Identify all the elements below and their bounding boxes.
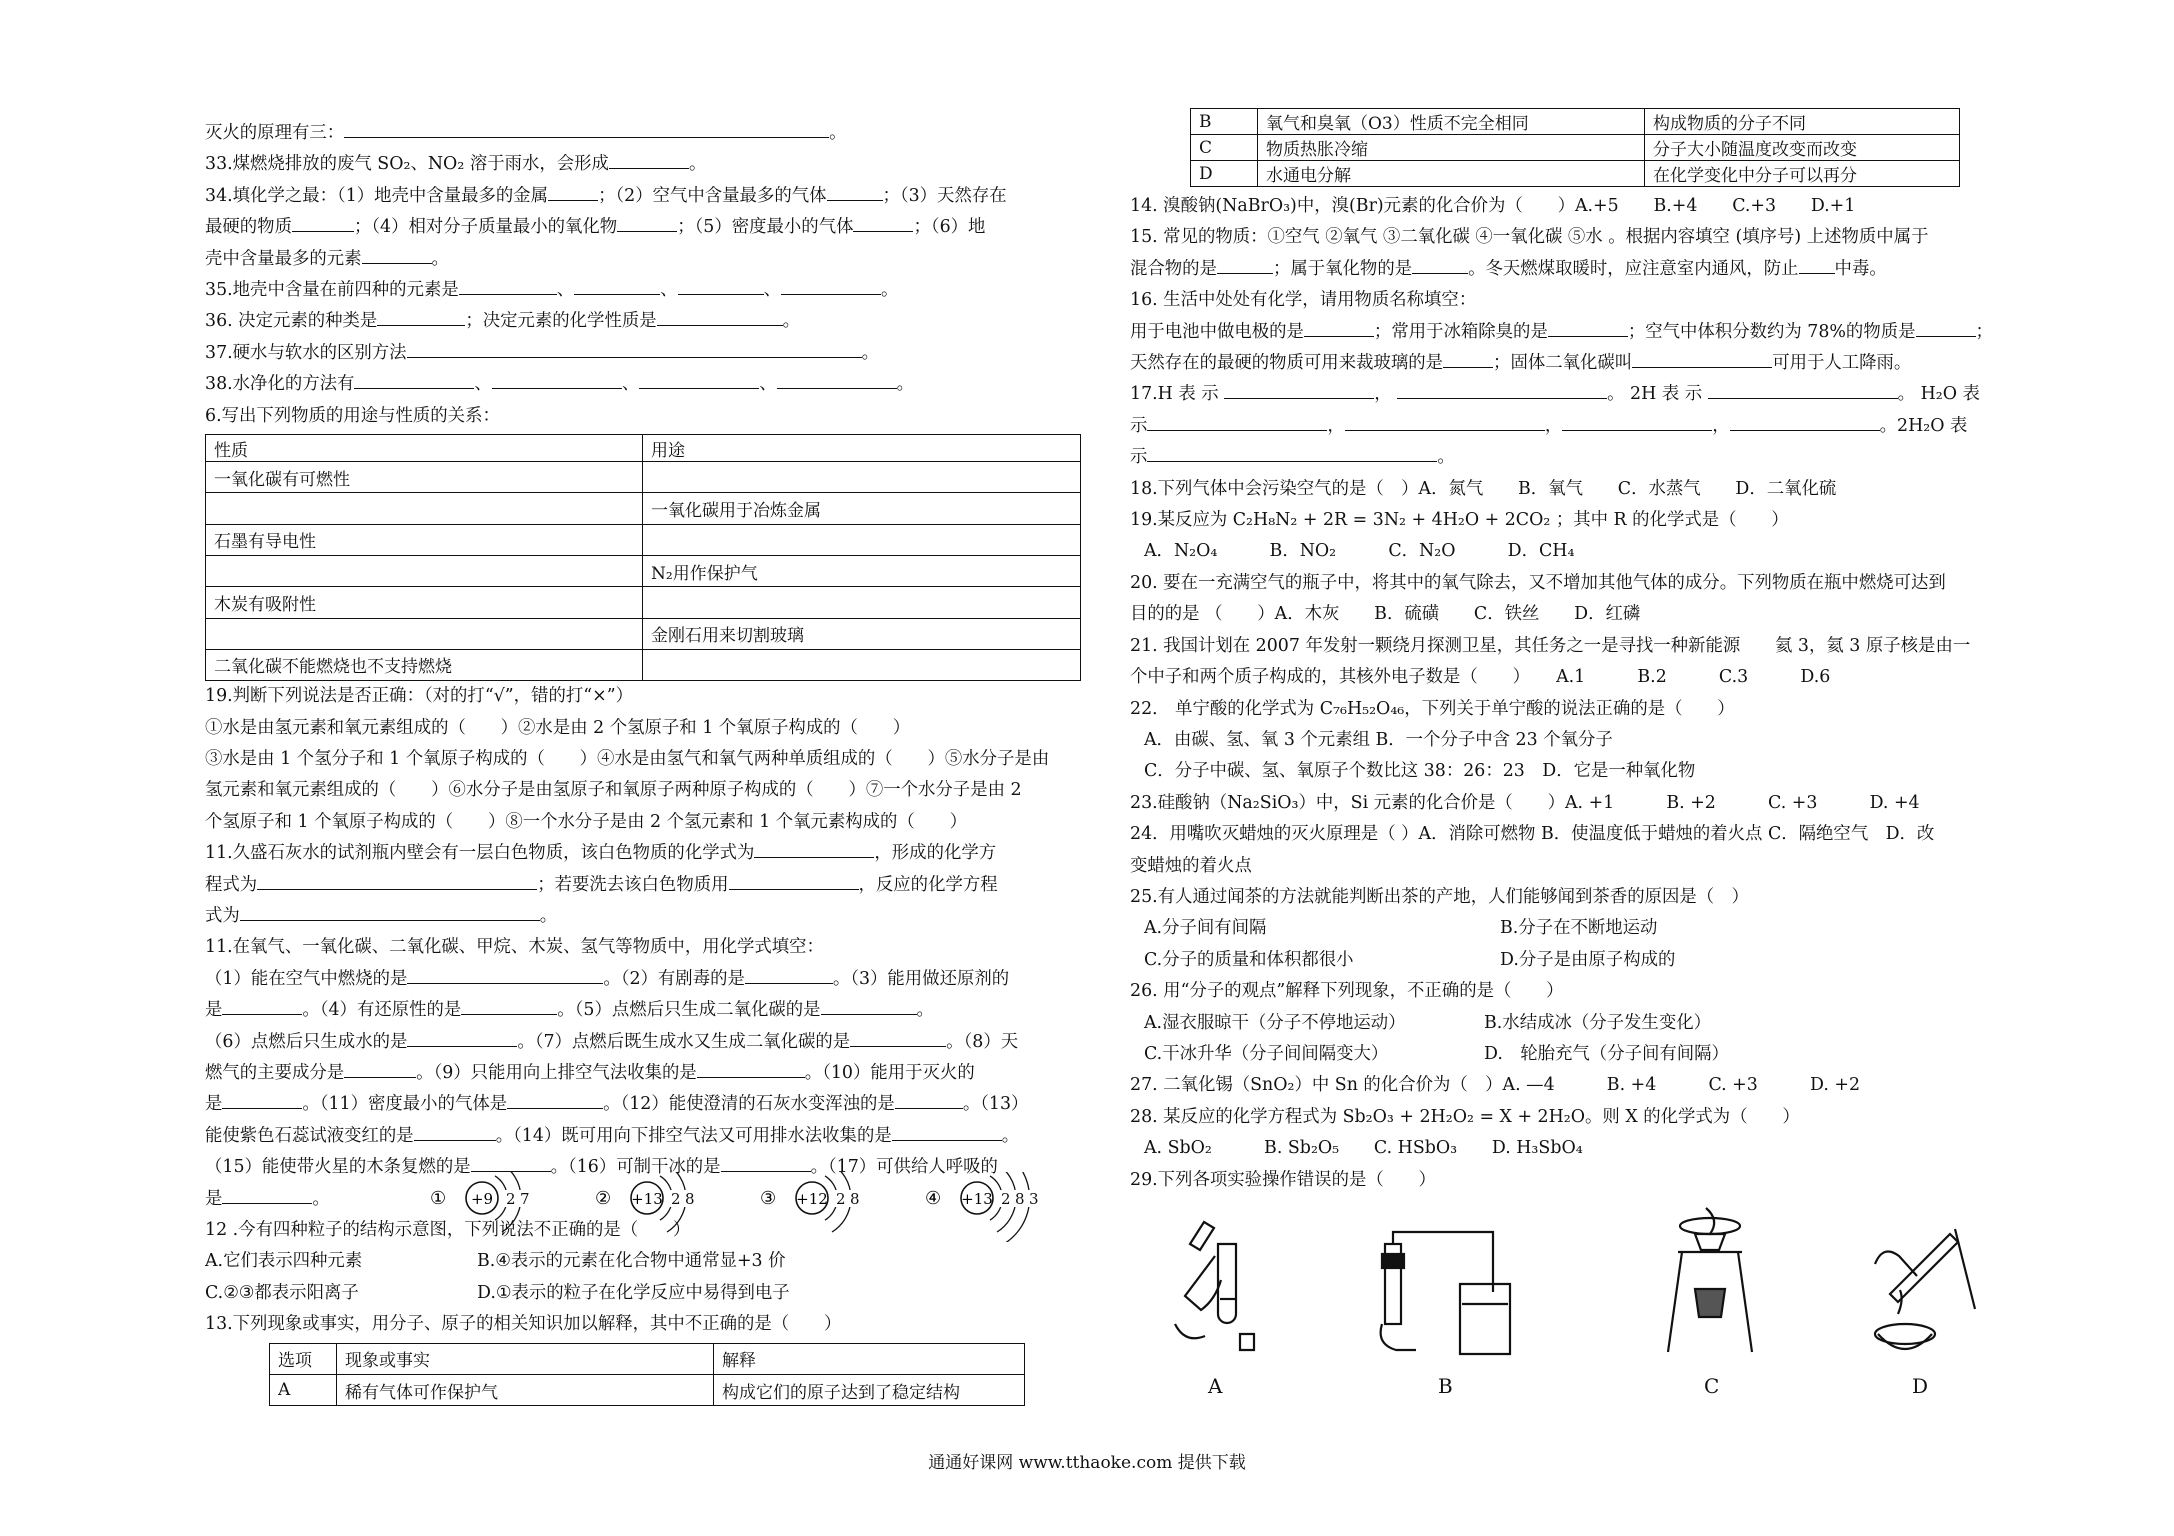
question-text: 。（5）点燃后只生成二氧化碳的是 — [557, 1000, 821, 1021]
question-text: 34.填化学之最：（1）地壳中含量最多的金属 — [205, 185, 549, 206]
question-11b-title: 11.在氧气、一氧化碳、二氧化碳、甲烷、木炭、氢气等物质中，用化学式填空： — [205, 937, 824, 958]
question-12-options — [205, 1278, 1085, 1309]
answer-blank[interactable] — [1304, 320, 1374, 337]
lab-operation-figures — [1130, 1204, 2020, 1404]
question-11b-line — [205, 995, 1085, 1026]
question-text: 最硬的物质 — [205, 217, 292, 238]
question-17-line1 — [1130, 379, 2020, 410]
answer-blank[interactable] — [548, 184, 598, 201]
table-cell[interactable] — [206, 618, 643, 649]
answer-blank[interactable] — [344, 121, 829, 138]
question-text: 用于电池中做电极的是 — [1130, 321, 1304, 342]
question-text: 燃气的主要成分是 — [205, 1063, 345, 1084]
question-text: 。 — [1001, 1125, 1020, 1146]
question-25-options — [1130, 913, 2020, 944]
answer-blank[interactable] — [407, 1030, 517, 1047]
answer-blank[interactable] — [821, 998, 917, 1015]
table-header-row — [270, 1343, 1025, 1374]
option-b: B.④表示的元素在化合物中通常显+3 价 — [477, 1251, 786, 1272]
electron-count: 2 — [836, 1189, 846, 1208]
question-text: ；（2）空气中含量最多的气体 — [598, 185, 827, 206]
question-text: 可用于人工降雨。 — [1772, 353, 1912, 374]
question-text: ；空气中体积分数约为 78%的物质是 — [1627, 321, 1916, 342]
answer-blank[interactable] — [292, 215, 354, 232]
answer-blank[interactable] — [850, 1030, 946, 1047]
question-20-line1: 20. 要在一充满空气的瓶子中，将其中的氧气除去，又不增加其他气体的成分。下列物质在瓶中燃烧可达到 — [1130, 572, 1946, 593]
pipette-operation-figure — [1160, 1204, 1280, 1364]
answer-blank[interactable] — [257, 873, 537, 890]
table-cell[interactable]: 一氧化碳用于冶炼金属 — [643, 493, 1081, 524]
question-19-line: ①水是由氢元素和氧元素组成的（ ）②水是由 2 个氢原子和 1 个氧原子构成的（ ） — [205, 717, 911, 738]
property-use-table — [205, 434, 1081, 681]
question-20-line2: 目的的是 （ ）A．木灰 B．硫磺 C．铁丝 D．红磷 — [1130, 604, 1641, 625]
answer-blank[interactable] — [459, 278, 557, 295]
question-text: 。（12）能使澄清的石灰水变浑浊的是 — [603, 1094, 895, 1115]
question-26: 26. 用“分子的观点”解释下列现象，不正确的是（ ） — [1130, 981, 1564, 1002]
electron-count: 2 — [671, 1189, 681, 1208]
table-row — [206, 462, 1081, 493]
question-text: ；常用于冰箱除臭的是 — [1373, 321, 1548, 342]
option-c: C.分子的质量和体积都很小 — [1144, 949, 1354, 970]
question-text: （1）能在空气中燃烧的是 — [205, 968, 408, 989]
answer-blank[interactable] — [678, 278, 764, 295]
page-footer: 通通好课网 www.tthaoke.com 提供下载 — [928, 1453, 1246, 1473]
question-12-options — [205, 1246, 1085, 1277]
answer-blank[interactable] — [1412, 257, 1468, 274]
option-a: A.分子间有间隔 — [1144, 918, 1267, 939]
question-text: 。（13） — [962, 1094, 1029, 1115]
answer-blank[interactable] — [222, 1187, 312, 1204]
question-text: 式为 — [205, 905, 240, 926]
question-text: 。冬天燃煤取暖时，应注意室内通风，防止 — [1468, 258, 1799, 279]
table-cell[interactable] — [643, 462, 1081, 493]
question-text: 中毒。 — [1834, 258, 1887, 279]
answer-blank[interactable] — [609, 152, 689, 169]
option-c: C.②③都表示阳离子 — [205, 1282, 359, 1303]
answer-blank[interactable] — [1548, 320, 1628, 337]
evaporation-figure — [1650, 1204, 1770, 1364]
question-text: 。（16）可制干冰的是 — [550, 1157, 721, 1178]
answer-blank[interactable] — [781, 278, 881, 295]
question-15-line1: 15. 常见的物质：①空气 ②氧气 ③二氧化碳 ④一氧化碳 ⑤水 。根据内容填空 (填序号) 上述物质中属于 — [1130, 227, 1929, 248]
figure-label: B — [1438, 1374, 1453, 1398]
question-37: 37.硬水与软水的区别方法 。 — [205, 342, 879, 363]
question-17-line3 — [1130, 442, 2020, 473]
question-text: 。（4）有还原性的是 — [302, 1000, 462, 1021]
answer-blank[interactable] — [240, 904, 540, 921]
question-text: 是 — [205, 1188, 223, 1209]
atom-diagram — [430, 1172, 530, 1232]
question-11a-line2 — [205, 870, 1085, 901]
question-text: 33.煤燃烧排放的废气 SO₂、NO₂ 溶于雨水，会形成 — [205, 154, 609, 175]
option-a: A.湿衣服晾干（分子不停地运动） — [1144, 1012, 1406, 1033]
answer-blank[interactable] — [362, 247, 432, 264]
answer-blank[interactable] — [1224, 382, 1374, 399]
atom-label: ① — [430, 1187, 447, 1209]
question-11b-line — [205, 964, 1085, 995]
question-12-title: 12 .今有四种粒子的结构示意图，下列说法不正确的是（ ） — [205, 1220, 691, 1241]
electron-count: 8 — [850, 1189, 860, 1208]
question-18: 18.下列气体中会污染空气的是（ ）A．氮气 B．氧气 C．水蒸气 D．二氧化硫 — [1130, 478, 1837, 499]
atom-label: ④ — [925, 1187, 942, 1209]
question-text: 36. 决定元素的种类是 — [205, 311, 378, 332]
question-text: 混合物的是 — [1130, 258, 1217, 279]
answer-blank[interactable] — [407, 341, 862, 358]
table-row — [1191, 109, 1960, 135]
question-16-line2 — [1130, 348, 2020, 379]
question-text: 35.地壳中含量在前四种的元素是 — [205, 280, 459, 301]
answer-blank[interactable] — [407, 967, 603, 984]
question-text: 。（17）可供给人呼吸的 — [810, 1157, 998, 1178]
question-text: 11.久盛石灰水的试剂瓶内壁会有一层白色物质，该白色物质的化学式为 — [205, 843, 755, 864]
question-text: ， — [1544, 415, 1563, 436]
nucleus-charge: +13 — [631, 1189, 663, 1208]
question-36: 36. 决定元素的种类是 ；决定元素的化学性质是 。 — [205, 311, 801, 332]
question-text: 。 — [1437, 447, 1455, 468]
answer-blank[interactable] — [697, 1061, 805, 1078]
table-cell[interactable]: 木炭有吸附性 — [206, 587, 643, 618]
question-text: ；决定元素的化学性质是 — [465, 311, 657, 332]
question-15-line2 — [1130, 254, 2020, 285]
nucleus-charge: +12 — [796, 1189, 828, 1208]
question-text: （6）点燃后只生成水的是 — [205, 1031, 408, 1052]
question-text: 。（11）密度最小的气体是 — [302, 1094, 508, 1115]
table-cell: D — [1191, 161, 1258, 187]
question-text: ，反应的化学方程 — [858, 874, 998, 895]
table-row — [206, 618, 1081, 649]
answer-blank[interactable] — [1217, 257, 1273, 274]
answer-blank[interactable] — [729, 873, 859, 890]
figure-label: D — [1912, 1374, 1929, 1398]
question-text: 灭火的原理有三： — [205, 123, 345, 143]
question-11b-line — [205, 1184, 1085, 1215]
question-text: 。 2H 表 示 — [1607, 384, 1703, 405]
table-cell[interactable]: 石墨有导电性 — [206, 524, 643, 555]
answer-blank[interactable] — [222, 1092, 302, 1109]
answer-blank[interactable] — [892, 1124, 1002, 1141]
question-text: ；（3）天然存在 — [882, 185, 1007, 206]
table-cell[interactable] — [643, 587, 1081, 618]
question-text: ；（5）密度最小的气体 — [677, 217, 854, 238]
atom-diagram — [595, 1172, 695, 1232]
table-cell[interactable] — [206, 555, 643, 586]
answer-blank[interactable] — [1147, 414, 1327, 431]
right-column — [1130, 108, 2020, 1404]
question-6-title: 6.写出下列物质的用途与性质的关系： — [205, 405, 500, 426]
question-17-line2 — [1130, 411, 2020, 442]
question-33: 33.煤燃烧排放的废气 SO₂、NO₂ 溶于雨水，会形成 。 — [205, 154, 707, 175]
table-cell: 构成物质的分子不同 — [1645, 109, 1960, 135]
table-row — [206, 493, 1081, 524]
answer-blank[interactable] — [827, 184, 883, 201]
question-text: ；属于氧化物的是 — [1272, 258, 1413, 279]
answer-blank[interactable] — [1345, 414, 1545, 431]
question-11a-line3: 式为 。 — [205, 905, 558, 926]
answer-blank[interactable] — [414, 1124, 496, 1141]
question-11b-line — [205, 1089, 1085, 1120]
question-11b-line — [205, 1121, 1085, 1152]
question-11b-line — [205, 1027, 1085, 1058]
question-14: 14. 溴酸钠(NaBrO₃)中，溴(Br)元素的化合价为（ ）A.+5 B.+4 C.+3 D.+1 — [1130, 196, 1856, 216]
nucleus-charge: +13 — [961, 1189, 993, 1208]
question-21-line1: 21. 我国计划在 2007 年发射一颗绕月探测卫星，其任务之一是寻找一种新能源 氦 3，氦 3 原子核是由一 — [1130, 635, 1971, 656]
table-row — [1191, 135, 1960, 161]
answer-blank[interactable] — [1632, 351, 1772, 368]
question-34-line3: 壳中含量最多的元素 。 — [205, 248, 449, 269]
table-cell: 在化学变化中分子可以再分 — [1645, 161, 1960, 187]
answer-blank[interactable] — [754, 841, 874, 858]
answer-blank[interactable] — [1916, 320, 1976, 337]
question-27: 27. 二氧化锡（SnO₂）中 Sn 的化合价为（ ）A. —4 B. +4 C. +3 D. +2 — [1130, 1075, 1861, 1096]
question-text: 。（8）天 — [946, 1031, 1019, 1052]
answer-blank[interactable] — [344, 1061, 416, 1078]
question-text: 。 — [312, 1188, 330, 1209]
question-text: 38.水净化的方法有 — [205, 374, 355, 395]
question-text: 示 — [1130, 415, 1148, 436]
option-b: B.水结成冰（分子发生变化） — [1484, 1012, 1711, 1033]
question-25: 25.有人通过闻茶的方法就能判断出茶的产地，人们能够闻到茶香的原因是（ ） — [1130, 886, 1749, 907]
fire-principle-line: 灭火的原理有三： 。 — [205, 123, 847, 143]
question-text: 。（2）有剧毒的是 — [603, 968, 745, 989]
table-cell: B — [1191, 109, 1258, 135]
atom-diagram — [925, 1172, 1039, 1242]
answer-blank[interactable] — [222, 998, 302, 1015]
question-text: 。（7）点燃后既生成水又生成二氧化碳的是 — [517, 1031, 851, 1052]
question-text: ； — [1975, 321, 1993, 342]
question-text: 示 — [1130, 447, 1148, 468]
answer-blank[interactable] — [1730, 414, 1880, 431]
table-cell[interactable]: 金刚石用来切割玻璃 — [643, 618, 1081, 649]
electron-count: 3 — [1029, 1189, 1039, 1208]
answer-blank[interactable] — [1708, 382, 1898, 399]
option-d: D.分子是由原子构成的 — [1500, 949, 1676, 970]
answer-blank[interactable] — [1397, 382, 1607, 399]
question-11a-line1 — [205, 838, 1085, 869]
atom-structure-diagrams — [430, 1172, 1070, 1242]
option-c: C.干冰升华（分子间间隔变大） — [1144, 1043, 1389, 1064]
question-13-title: 13.下列现象或事实，用分子、原子的相关知识加以解释，其中不正确的是（ ） — [205, 1314, 842, 1335]
question-text: ；（6）地 — [913, 217, 986, 238]
question-text: （15）能使带火星的木条复燃的是 — [205, 1157, 471, 1178]
table-cell: 氧气和臭氧（O3）性质不完全相同 — [1258, 109, 1645, 135]
question-22-line1: 22． 单宁酸的化学式为 C₇₆H₅₂O₄₆，下列关于单宁酸的说法正确的是（ ） — [1130, 698, 1735, 719]
gas-collection-figure — [1370, 1204, 1520, 1364]
answer-blank[interactable] — [377, 309, 465, 326]
question-13-table-continued — [1190, 108, 1960, 187]
question-text: 。 H₂O 表 — [1897, 384, 1980, 405]
question-text: 。2H₂O 表 — [1879, 415, 1968, 436]
answer-blank[interactable] — [461, 998, 557, 1015]
table-cell: 稀有气体可作保护气 — [337, 1374, 714, 1405]
table-header: 用途 — [643, 435, 1081, 462]
question-23: 23.硅酸钠（Na₂SiO₃）中，Si 元素的化合价是（ ）A. +1 B. +2 C. +3 D. +4 — [1130, 792, 1920, 813]
question-34-line1 — [205, 181, 1085, 212]
question-text: ；（4）相对分子质量最小的氧化物 — [353, 217, 618, 238]
table-header-row — [206, 435, 1081, 462]
table-row — [1191, 161, 1960, 187]
question-19-options: A．N₂O₄ B．NO₂ C．N₂O D．CH₄ — [1144, 541, 1575, 562]
question-text: ， — [1374, 384, 1392, 405]
question-26-options — [1130, 1008, 2020, 1039]
question-text: 。（14）既可用向下排空气法又可用排水法收集的是 — [495, 1125, 892, 1146]
answer-blank[interactable] — [617, 215, 677, 232]
question-text: 。（3）能用做还原剂的 — [832, 968, 1010, 989]
question-16-line1 — [1130, 317, 2020, 348]
electron-count: 8 — [685, 1189, 695, 1208]
table-row — [270, 1374, 1025, 1405]
table-header: 性质 — [206, 435, 643, 462]
table-cell[interactable] — [643, 524, 1081, 555]
table-cell[interactable] — [206, 493, 643, 524]
table-header: 解释 — [714, 1343, 1025, 1374]
option-d: D. 轮胎充气（分子间有间隔） — [1484, 1043, 1729, 1064]
question-text: 程式为 — [205, 874, 258, 895]
question-text: 。 — [916, 1000, 934, 1021]
answer-blank[interactable] — [657, 309, 783, 326]
question-text: 37.硬水与软水的区别方法 — [205, 342, 407, 363]
option-b: B.分子在不断地运动 — [1500, 918, 1658, 939]
electron-count: 7 — [520, 1189, 530, 1208]
question-22-line3: C．分子中碳、氢、氧原子个数比这 38：26：23 D．它是一种氧化物 — [1144, 761, 1696, 782]
electron-count: 8 — [1015, 1189, 1025, 1208]
table-cell[interactable]: N₂用作保护气 — [643, 555, 1081, 586]
answer-blank[interactable] — [777, 372, 897, 389]
question-text: ；若要洗去该白色物质用 — [537, 874, 729, 895]
question-text: 是 — [205, 1094, 223, 1115]
table-row — [206, 587, 1081, 618]
figure-label: C — [1704, 1374, 1720, 1398]
table-header: 选项 — [270, 1343, 337, 1374]
answer-blank[interactable] — [354, 372, 474, 389]
table-row — [206, 555, 1081, 586]
answer-blank[interactable] — [1147, 445, 1437, 462]
question-19-line: 氢元素和氧元素组成的（ ）⑥水分子是由氢原子和氧原子两种原子构成的（ ）⑦一个水分子是由 2 — [205, 780, 1022, 801]
question-11b-line — [205, 1058, 1085, 1089]
answer-blank[interactable] — [895, 1092, 963, 1109]
electron-count: 2 — [1001, 1189, 1011, 1208]
answer-blank[interactable] — [574, 278, 660, 295]
question-34-line2 — [205, 212, 1085, 243]
question-text: 17.H 表 示 — [1130, 384, 1219, 405]
figure-label: A — [1208, 1374, 1223, 1398]
atom-label: ③ — [760, 1187, 777, 1209]
question-28: 28. 某反应的化学方程式为 Sb₂O₃ + 2H₂O₂ = X + 2H₂O。则 X 的化学式为（ ） — [1130, 1106, 1800, 1127]
table-header: 现象或事实 — [337, 1343, 714, 1374]
answer-blank[interactable] — [745, 967, 833, 984]
question-text: ；固体二氧化碳叫 — [1493, 353, 1633, 374]
table-cell: 水通电分解 — [1258, 161, 1645, 187]
question-26-options — [1130, 1039, 2020, 1070]
question-24-line2: 变蜡烛的着火点 — [1130, 855, 1252, 876]
question-text: 壳中含量最多的元素 — [205, 248, 362, 269]
question-28-options: A. SbO₂ B. Sb₂O₅ C. HSbO₃ D. H₃SbO₄ — [1144, 1138, 1583, 1159]
question-text: 能使紫色石蕊试液变红的是 — [205, 1125, 414, 1146]
left-column — [205, 118, 1085, 1406]
table-row — [206, 649, 1081, 680]
atom-label: ② — [595, 1187, 612, 1209]
answer-blank[interactable] — [1562, 414, 1712, 431]
question-19: 19.某反应为 C₂H₈N₂ + 2R = 3N₂ + 4H₂O + 2CO₂ ；其中 R 的化学式是（ ） — [1130, 510, 1789, 531]
table-cell[interactable] — [643, 649, 1081, 680]
answer-blank[interactable] — [1799, 257, 1835, 274]
table-cell: C — [1191, 135, 1258, 161]
answer-blank[interactable] — [471, 1155, 551, 1172]
question-24-line1: 24．用嘴吹灭蜡烛的灭火原理是（ ）A．消除可燃物 B．使温度低于蜡烛的着火点 C．隔绝空气 D．改 — [1130, 824, 1935, 845]
table-cell: 物质热胀冷缩 — [1258, 135, 1645, 161]
question-text: ， — [1712, 415, 1730, 436]
question-35: 35.地壳中含量在前四种的元素是 、 、 、 。 — [205, 280, 899, 301]
table-cell: 分子大小随温度改变而改变 — [1645, 135, 1960, 161]
electron-count: 2 — [506, 1189, 516, 1208]
answer-blank[interactable] — [721, 1155, 811, 1172]
table-cell: A — [270, 1374, 337, 1405]
option-d: D.①表示的粒子在化学反应中易得到电子 — [477, 1282, 790, 1303]
question-29: 29.下列各项实验操作错误的是（ ） — [1130, 1169, 1436, 1190]
option-a: A.它们表示四种元素 — [205, 1251, 363, 1272]
question-13-table — [269, 1343, 1025, 1407]
test-tube-heating-figure — [1860, 1204, 1990, 1364]
nucleus-charge: +9 — [470, 1189, 494, 1208]
question-text: 是 — [205, 1000, 223, 1021]
question-19-title: 19.判断下列说法是否正确：（对的打“√”，错的打“×”） — [205, 686, 633, 707]
question-text: ， — [1327, 415, 1345, 436]
question-16-title: 16. 生活中处处有化学，请用物质名称填空： — [1130, 290, 1477, 311]
answer-blank[interactable] — [853, 215, 913, 232]
question-38: 38.水净化的方法有 、 、 、 。 — [205, 374, 915, 395]
table-row — [206, 524, 1081, 555]
question-text: 。（10）能用于灭火的 — [804, 1063, 975, 1084]
answer-blank[interactable] — [507, 1092, 603, 1109]
question-text: 天然存在的最硬的物质可用来裁玻璃的是 — [1130, 353, 1444, 374]
table-cell: 构成它们的原子达到了稳定结构 — [714, 1374, 1025, 1405]
question-21-line2: 个中子和两个质子构成的，其核外电子数是（ ） A.1 B.2 C.3 D.6 — [1130, 667, 1831, 688]
table-cell[interactable]: 二氧化碳不能燃烧也不支持燃烧 — [206, 649, 643, 680]
question-25-options — [1130, 945, 2020, 976]
question-19-line: ③水是由 1 个氢分子和 1 个氧原子构成的（ ）④水是由氢气和氧气两种单质组成的（ ）⑤水分子是由 — [205, 748, 1050, 769]
question-text: 。（9）只能用向上排空气法收集的是 — [416, 1063, 697, 1084]
question-19-line: 个氢原子和 1 个氧原子构成的（ ）⑧一个水分子是由 2 个氢元素和 1 个氧元素构成的（ ） — [205, 811, 967, 832]
question-22-line2: A．由碳、氢、氧 3 个元素组 B．一个分子中含 23 个氧分子 — [1144, 729, 1613, 750]
answer-blank[interactable] — [1443, 351, 1493, 368]
answer-blank[interactable] — [492, 372, 622, 389]
atom-diagram — [760, 1172, 860, 1232]
question-text: ，形成的化学方 — [874, 843, 997, 864]
answer-blank[interactable] — [639, 372, 759, 389]
table-cell[interactable]: 一氧化碳有可燃性 — [206, 462, 643, 493]
